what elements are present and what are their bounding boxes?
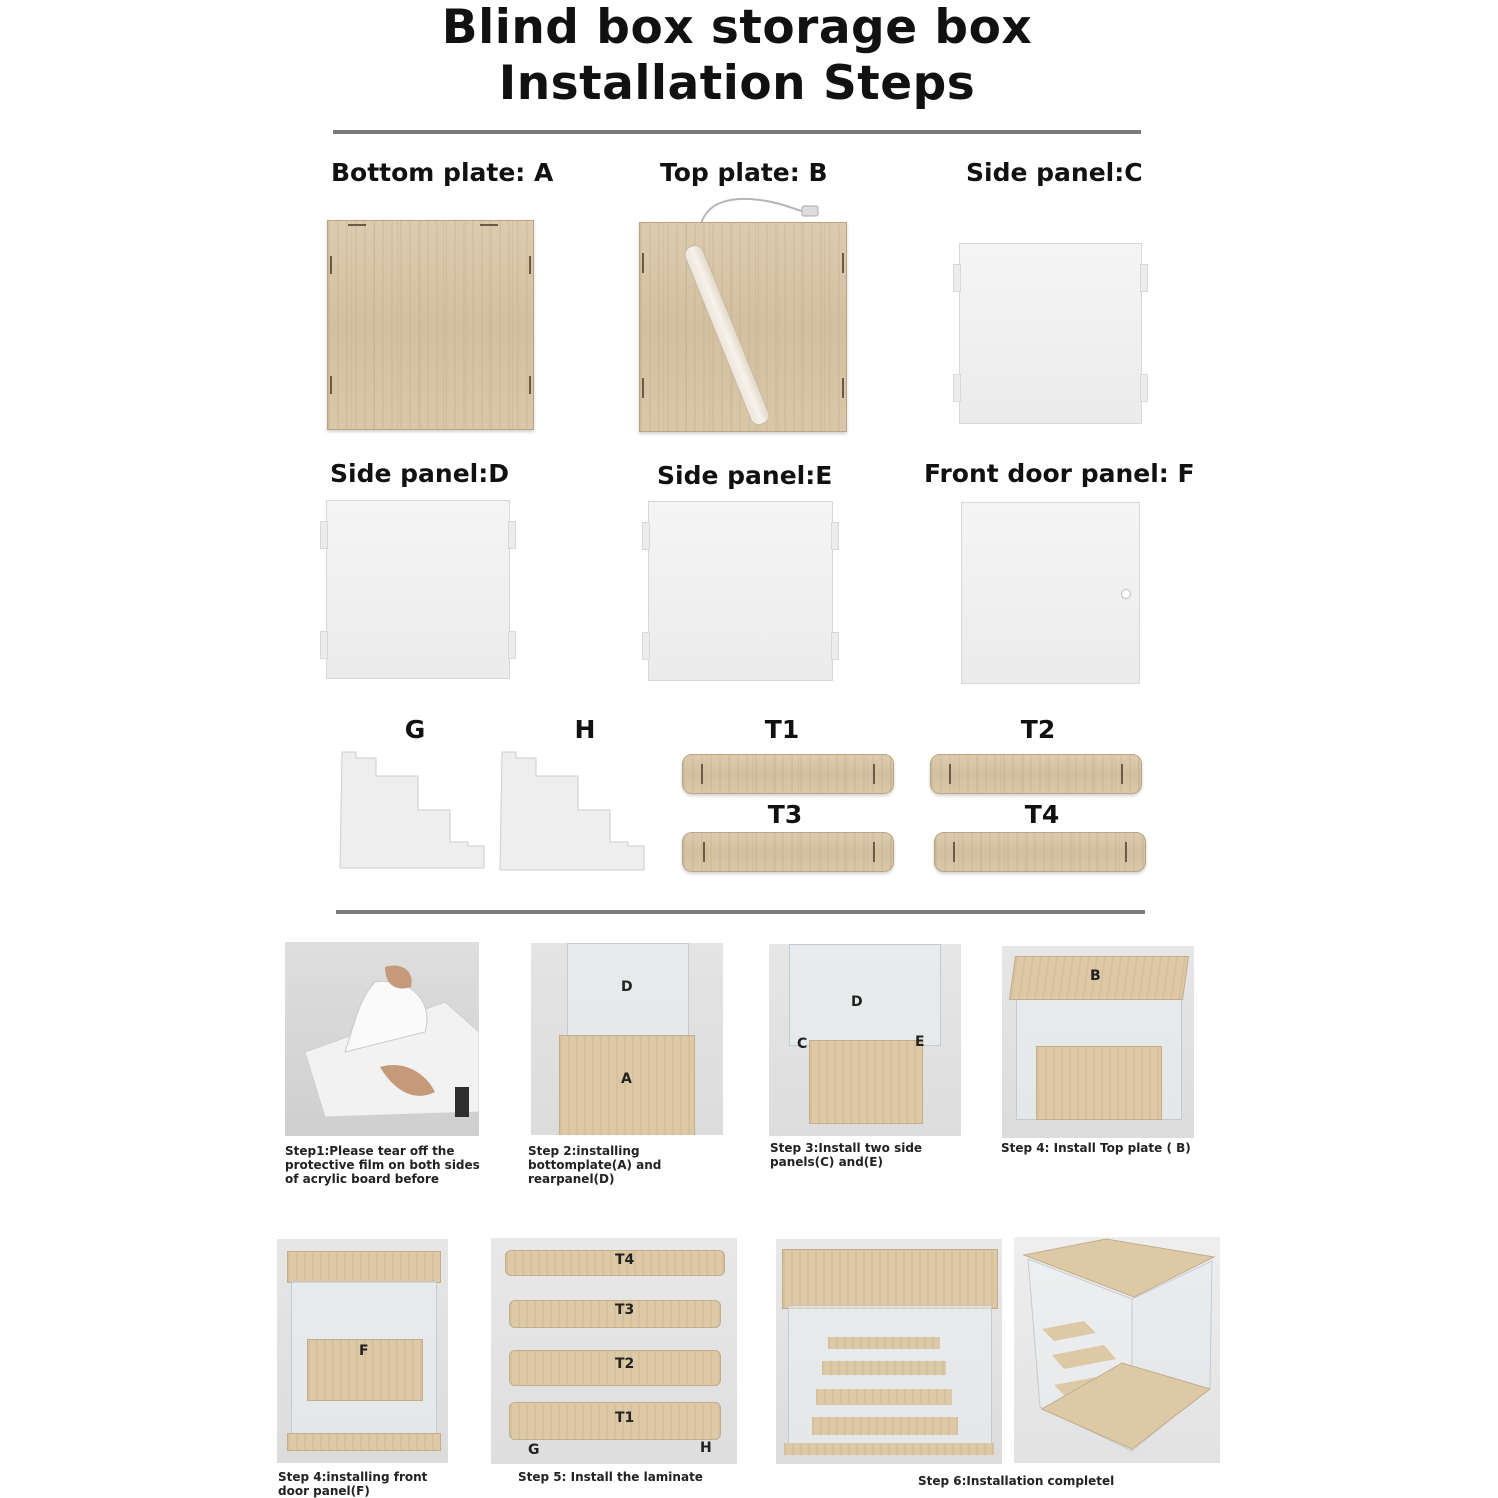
step2-caption: Step 2:installing bottomplate(A) and rearpanel(D) [528,1144,662,1186]
step4-label-b: B [1090,968,1101,984]
step6-label-t2: T2 [615,1356,635,1372]
step7-photo-front [776,1239,1002,1464]
label-front-door-panel: Front door panel: F [924,459,1195,488]
page-title-line1: Blind box storage box [441,0,1033,55]
step4-photo [1002,946,1194,1138]
step7-photo-angle [1014,1237,1220,1463]
label-t1: T1 [764,715,800,744]
door-hole-icon [1121,589,1131,599]
step3-label-c: C [797,1036,808,1052]
bottom-plate-a-image [327,220,534,430]
label-side-panel-d: Side panel:D [330,459,509,488]
step3-photo [769,944,961,1136]
label-t4: T4 [1024,800,1060,829]
label-bottom-plate: Bottom plate: A [331,158,554,187]
bracket-h-image [498,748,648,872]
step6-label-h: H [700,1440,712,1456]
label-g: G [404,715,426,744]
step1-caption: Step1:Please tear off the protective film on both sides of acrylic board before [285,1144,480,1186]
step6-label-t3: T3 [615,1302,635,1318]
top-plate-b-image [639,222,847,432]
step3-caption: Step 3:Install two side panels(C) and(E) [770,1141,923,1169]
step7-caption: Step 6:Installation completel [918,1474,1115,1488]
top-divider [333,130,1141,134]
page-title-line2: Installation Steps [498,56,976,111]
step5-photo [277,1239,448,1463]
plank-t1-image [682,754,894,794]
step2-label-a: A [621,1071,632,1087]
label-side-panel-e: Side panel:E [657,461,833,490]
step6-label-g: G [528,1442,540,1458]
label-t2: T2 [1020,715,1056,744]
front-door-panel-f-image [961,502,1140,684]
step5-caption: Step 4:installing front door panel(F) [278,1470,428,1498]
plank-t2-image [930,754,1142,794]
step6-label-t4: T4 [615,1252,635,1268]
step3-label-e: E [915,1034,925,1050]
light-bar-icon [682,242,772,428]
step3-label-d: D [851,994,863,1010]
side-panel-d-image [326,500,510,679]
label-top-plate: Top plate: B [660,158,828,187]
step4-caption: Step 4: Install Top plate ( B) [1001,1141,1191,1155]
step6-label-t1: T1 [615,1410,635,1426]
label-side-panel-c: Side panel:C [966,158,1143,187]
side-panel-c-image [959,243,1142,424]
step2-label-d: D [621,979,633,995]
side-panel-e-image [648,501,833,681]
plank-t3-image [682,832,894,872]
step6-photo [491,1238,737,1464]
middle-divider [336,910,1145,914]
label-t3: T3 [767,800,803,829]
step5-label-f: F [359,1343,369,1359]
plank-t4-image [934,832,1146,872]
step6-caption: Step 5: Install the laminate [518,1470,703,1484]
step2-photo [531,943,723,1135]
step1-photo [285,942,479,1136]
bracket-g-image [338,748,488,870]
label-h: H [574,715,596,744]
